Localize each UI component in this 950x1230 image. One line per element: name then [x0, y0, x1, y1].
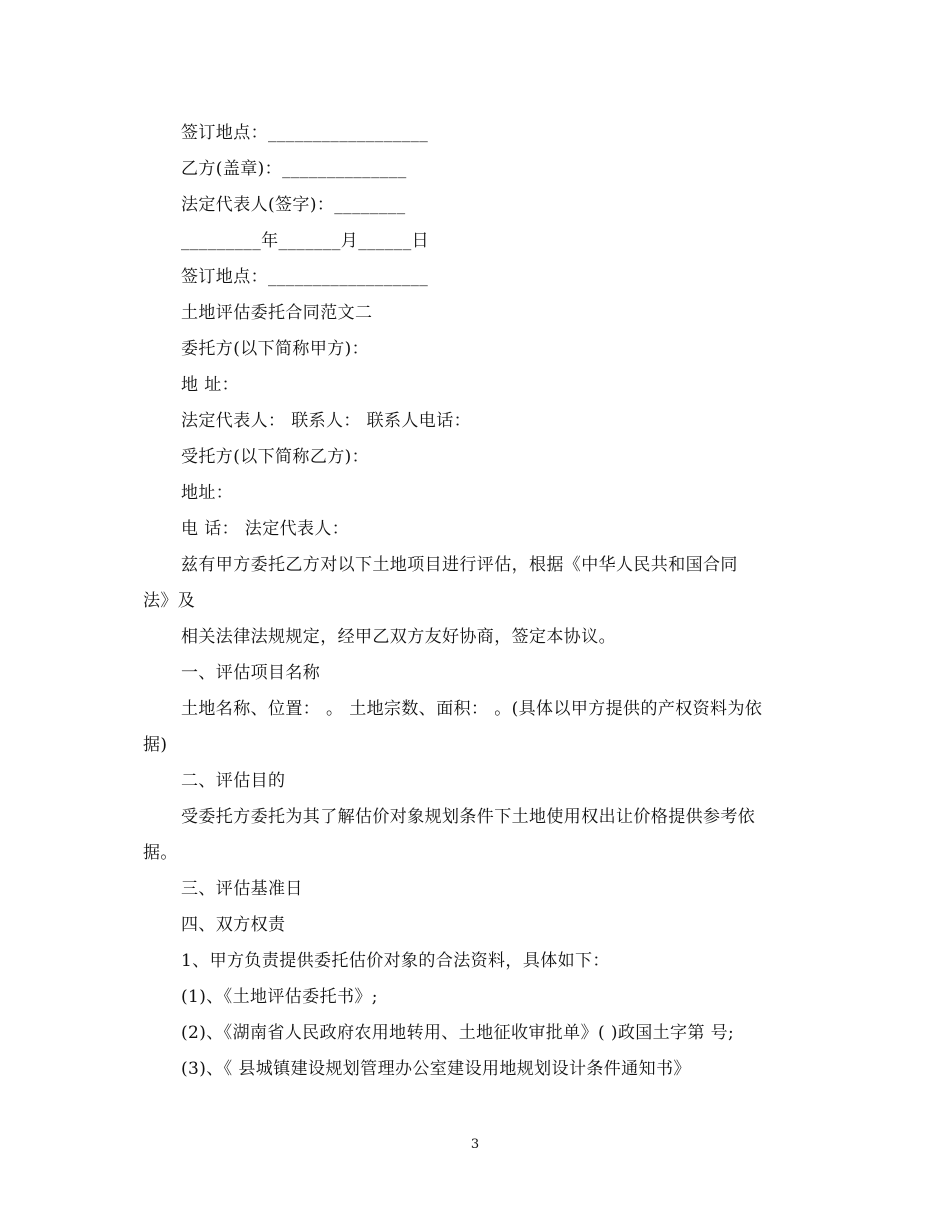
paragraph-line: 据): [143, 735, 168, 755]
paragraph-line: 据。: [143, 843, 178, 863]
heading-base-date: 三、评估基准日: [181, 879, 303, 899]
heading-purpose: 二、评估目的: [181, 771, 286, 791]
paragraph-line: 相关法律法规规定，经甲乙双方友好协商，签定本协议。: [181, 627, 616, 647]
list-item: (2)、《湖南省人民政府农用地转用、土地征收审批单》( )政国土字第 号;: [181, 1023, 735, 1043]
signing-place-line-2: 签订地点：__________________: [181, 267, 429, 287]
section-title: 土地评估委托合同范文二: [181, 303, 373, 323]
address-line: 地 址：: [181, 375, 240, 395]
paragraph-line: 法》及: [143, 591, 196, 611]
agent-address-line: 地址：: [181, 483, 234, 503]
principal-line: 委托方(以下简称甲方)：: [181, 339, 370, 359]
list-item: (1)、《土地评估委托书》;: [181, 987, 378, 1007]
paragraph-line: 兹有甲方委托乙方对以下土地项目进行评估，根据《中华人民共和国合同: [181, 555, 738, 575]
contacts-line: 法定代表人： 联系人： 联系人电话：: [181, 411, 472, 431]
legal-rep-signature-line: 法定代表人(签字)：________: [181, 195, 406, 215]
phone-line: 电 话： 法定代表人：: [181, 519, 350, 539]
agent-line: 受托方(以下简称乙方)：: [181, 447, 370, 467]
paragraph-line: 土地名称、位置： 。 土地宗数、面积： 。(具体以甲方提供的产权资料为依: [181, 699, 763, 719]
list-intro-line: 1、甲方负责提供委托估价对象的合法资料，具体如下：: [181, 951, 610, 971]
page-number: 3: [470, 1137, 480, 1152]
signing-place-line: 签订地点：__________________: [181, 123, 429, 143]
heading-project-name: 一、评估项目名称: [181, 663, 321, 683]
party-b-seal-line: 乙方(盖章)：______________: [181, 159, 407, 179]
date-line: _________年_______月______日: [181, 231, 429, 251]
heading-rights: 四、双方权责: [181, 915, 286, 935]
paragraph-line: 受委托方委托为其了解估价对象规划条件下土地使用权出让价格提供参考依: [181, 807, 756, 827]
list-item: (3)、《 县城镇建设规划管理办公室建设用地规划设计条件通知书》: [181, 1059, 691, 1079]
